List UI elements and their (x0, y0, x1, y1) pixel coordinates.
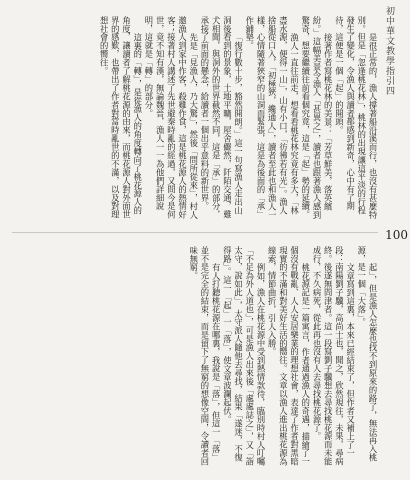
text-column-top (12, 16, 378, 219)
paragraph: 例如，漁人在桃花源中受到熱情款待，臨別時村人叮囑「不足為外人道也」，可是漁人出來後「處處誌之」，又「詣太守，說如此」，太守派人隨他去尋找，結果「遂迷，不復得路」。這一「起」一「落」，使文章波瀾起伏。 (222, 246, 266, 466)
book-title-header: 初中華文教學指引四 (384, 6, 394, 96)
paragraph: 接著作者寫桃花林的美景：「芳草鮮美，落英繽紛。」這幅美景令漁人「甚異之」，讀者也跟著漁人感到驚奇，想要繼續往前看個究竟，這是「起」勢的延續。 (300, 16, 334, 219)
paragraph: 文章寫到這裏，本來已經結束了，但作者又補上了一段：南陽劉子驥，高尚士也，聞之，欣然規往，未果，尋病終。後遂無問津者。這一段寫劉子驥想去尋找桃花源而未能成行，不久病死，從此再也沒有人去尋找桃花源了。 (311, 246, 356, 466)
paragraph: 「復行數十步，豁然開朗。」這一句寫漁人走出山洞後看到的景象，土地平曠，屋舍儼然，阡陌交通，雞犬相聞，與洞外的世界截然不同，這是「承」的部分，承接了前面的懸念，給讀者一個出乎意料的新世界。 (199, 16, 244, 219)
paragraph: 桃花源記是一篇寓言，作者通過漁人的奇遇，描繪了一個沒有戰亂、人人安居樂業的理想社會，表達了作者對黑暗現實的不滿和對美好生活的嚮往。文章以漁人進出桃花源為線索，情節曲折，引人入勝。 (267, 246, 311, 466)
paragraph: 有人打聽桃花源在哪裏，我說是「落」，但這一「落」並不是完全的結束，而是留下了無窮的想像空間，令讀者回味無窮。 (188, 246, 222, 466)
paragraph: 是很正常的，漁人撐著船沿溪而行，也沒有甚麼特別。但是「忽逢桃花林」，桃林的出現讓這平淡的行程發生了變化，令漁人與讀者都感到新奇，心中有了期待，這便是一個「起」的開頭。 (334, 16, 378, 219)
paragraph: 先是「見漁人，乃大驚」，然後「問所從來」，村人邀漁人到家中作客，殺雞作食，這是桃花源人的熱情好客；接著村人講述了先世避秦時亂的經過，又問今是何世，竟不知有漢，無論魏晉，漁人一一為他們詳細說明，這就是「轉」的部分。 (143, 16, 199, 219)
section-divider (12, 232, 378, 233)
paragraph: 漁人一直往前走，想看看桃花林究竟有多大，「林盡水源，便得一山」，山有小口，「彷彿若有光」。漁人捨船從口入，「初極狹，纔通人」，讀者至此也和漁人一樣，心情隨著狹窄的山洞而緊張，這是為後面的「承」作鋪墊。 (244, 16, 300, 219)
page-number: 100 (385, 228, 408, 242)
paragraph: 起」，但是漁人怎麼也找不到原來的路了，無法再入桃源，是一個「大落」。 (356, 246, 378, 462)
text-column-bottom (12, 246, 378, 468)
paragraph: 這裏的「轉」，是從漁人的角度轉向了桃花源人的角度，讓讀者了解桃花源的由來，而桃花源人對外面世界的感歎，也帶出了作者對當時亂世的不滿，以及對理想社會的嚮往。 (99, 16, 143, 219)
